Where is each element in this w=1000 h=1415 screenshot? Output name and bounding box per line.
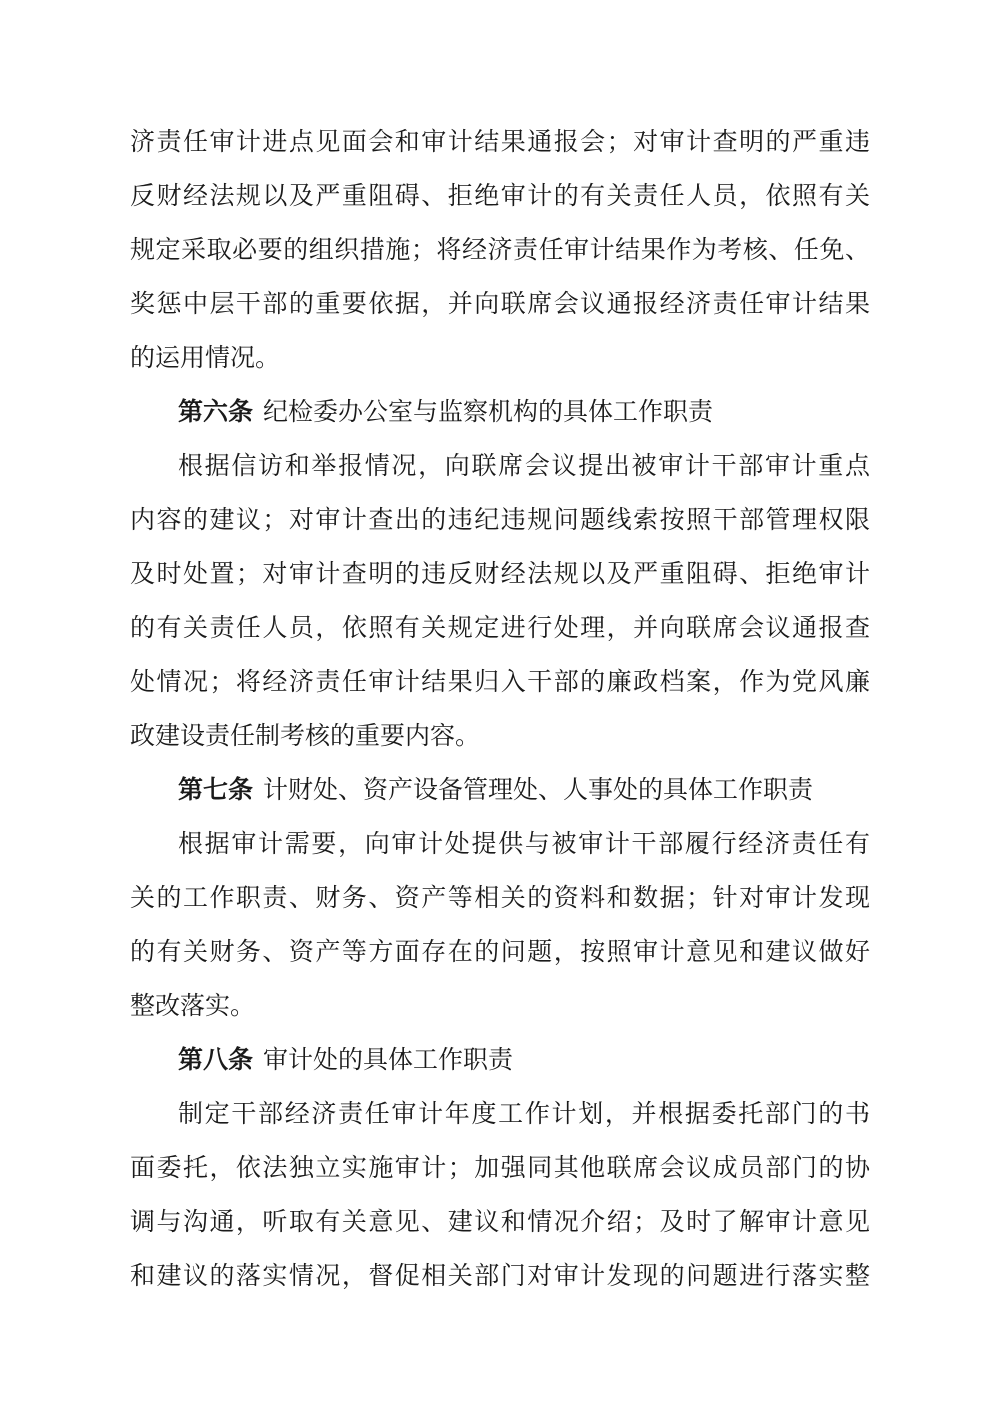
paragraph-line: 根据信访和举报情况，向联席会议提出被审计干部审计重点 <box>178 451 870 480</box>
paragraph-line: 调与沟通，听取有关意见、建议和情况介绍；及时了解审计意见 <box>130 1207 870 1236</box>
paragraph-line: 制定干部经济责任审计年度工作计划，并根据委托部门的书 <box>178 1099 870 1128</box>
article-title: 审计处的具体工作职责 <box>263 1045 514 1074</box>
article-title: 纪检委办公室与监察机构的具体工作职责 <box>263 397 714 426</box>
paragraph-line: 处情况；将经济责任审计结果归入干部的廉政档案，作为党风廉 <box>130 667 870 696</box>
paragraph-line: 及时处置；对审计查明的违反财经法规以及严重阻碍、拒绝审计 <box>130 559 870 588</box>
article-number: 第七条 <box>178 775 254 804</box>
paragraph-line: 政建设责任制考核的重要内容。 <box>130 721 481 750</box>
article-8-heading <box>178 1030 513 1090</box>
paragraph-line: 整改落实。 <box>130 991 256 1020</box>
paragraph-line: 和建议的落实情况，督促相关部门对审计发现的问题进行落实整 <box>130 1261 870 1290</box>
paragraph-line: 面委托，依法独立实施审计；加强同其他联席会议成员部门的协 <box>130 1153 870 1182</box>
article-7-heading <box>178 760 813 820</box>
article-number: 第八条 <box>178 1045 254 1074</box>
paragraph-line: 的有关责任人员，依照有关规定进行处理，并向联席会议通报查 <box>130 613 870 642</box>
paragraph-line: 反财经法规以及严重阻碍、拒绝审计的有关责任人员，依照有关 <box>130 181 870 210</box>
paragraph-line: 规定采取必要的组织措施；将经济责任审计结果作为考核、任免、 <box>130 235 870 264</box>
paragraph-line: 的有关财务、资产等方面存在的问题，按照审计意见和建议做好 <box>130 937 870 966</box>
paragraph-line: 济责任审计进点见面会和审计结果通报会；对审计查明的严重违 <box>130 127 870 156</box>
paragraph-line: 内容的建议；对审计查出的违纪违规问题线索按照干部管理权限 <box>130 505 870 534</box>
article-number: 第六条 <box>178 397 254 426</box>
article-title: 计财处、资产设备管理处、人事处的具体工作职责 <box>263 775 814 804</box>
paragraph-line: 关的工作职责、财务、资产等相关的资料和数据；针对审计发现 <box>130 883 870 912</box>
paragraph-line: 的运用情况。 <box>130 343 281 372</box>
article-6-heading <box>178 382 713 442</box>
paragraph-line: 根据审计需要，向审计处提供与被审计干部履行经济责任有 <box>178 829 870 858</box>
paragraph-line: 奖惩中层干部的重要依据，并向联席会议通报经济责任审计结果 <box>130 289 870 318</box>
